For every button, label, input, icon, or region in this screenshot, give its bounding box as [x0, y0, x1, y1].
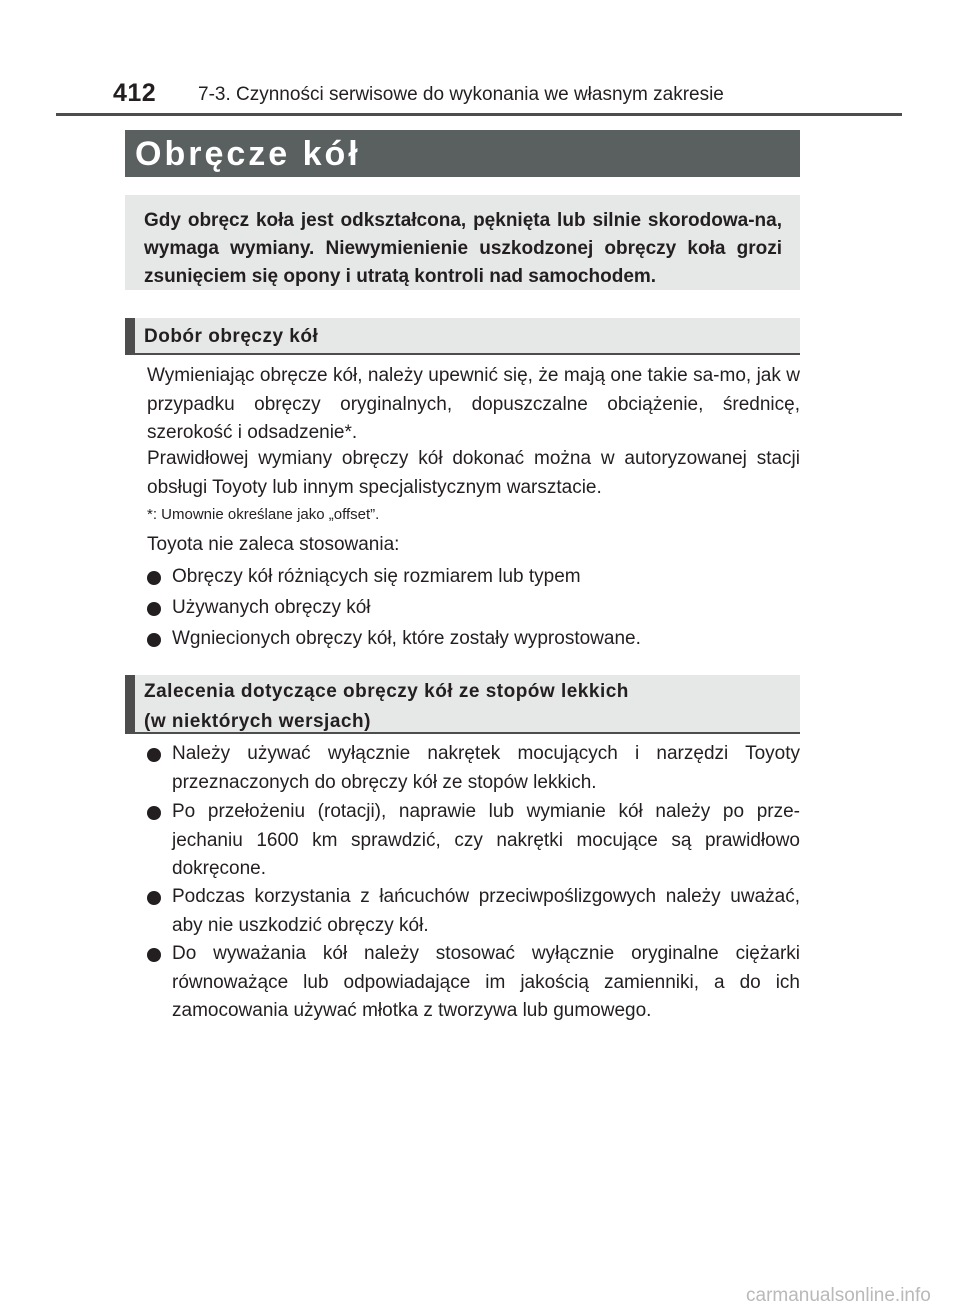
- bullet-icon: [147, 748, 161, 762]
- section-heading-text: Zalecenia dotyczące obręczy kół ze stopów lekkich: [144, 681, 629, 702]
- page-number: 412: [113, 79, 157, 107]
- bullet-icon: [147, 891, 161, 905]
- bullet-icon: [147, 633, 161, 647]
- list-item: [147, 798, 800, 884]
- list-item-text: Wgniecionych obręczy kół, które zostały wyprostowane.: [172, 628, 641, 649]
- paragraph-service-station: Prawidłowej wymiany obręczy kół dokonać można w autoryzowanej stacji obsługi Toyoty lub innym specjalistycznym warsztacie.: [147, 448, 800, 498]
- section-heading-subtext: (w niektórych wersjach): [144, 711, 371, 732]
- list-item-text: Należy używać wyłącznie nakrętek mocujących i narzędzi Toyoty przeznaczonych do obręczy kół ze stopów lekkich.: [172, 743, 800, 793]
- list-item-text: Po przełożeniu (rotacji), naprawie lub wymianie kół należy po prze-jechaniu 1600 km sprawdzić, czy nakrętki mocujące są prawidłowo dokręcone.: [172, 801, 800, 879]
- list-item: [147, 594, 800, 623]
- list-item: [147, 740, 800, 797]
- list-item: [147, 883, 800, 940]
- header-divider: [56, 113, 902, 116]
- section-heading-alloy-rims: [125, 675, 800, 734]
- list-item-text: Podczas korzystania z łańcuchów przeciwpoślizgowych należy uważać, aby nie uszkodzić obręczy kół.: [172, 886, 800, 936]
- page-title: Obręcze kół: [135, 134, 361, 173]
- watermark: carmanualsonline.info: [746, 1285, 931, 1306]
- bullet-icon: [147, 948, 161, 962]
- list-item-text: Obręczy kół różniących się rozmiarem lub typem: [172, 566, 581, 587]
- paragraph-not-recommended: Toyota nie zaleca stosowania:: [147, 534, 400, 555]
- bullet-icon: [147, 806, 161, 820]
- list-item-text: Do wyważania kół należy stosować wyłącznie oryginalne ciężarki równoważące lub odpowiadające im jakością zamienniki, a do ich zamocowania używać młotka z tworzywa lub gumowego.: [172, 943, 800, 1021]
- footnote-offset: *: Umownie określane jako „offset”.: [147, 506, 380, 523]
- section-heading-text: Dobór obręczy kół: [144, 326, 319, 347]
- page-header: [0, 0, 960, 116]
- list-item-text: Używanych obręczy kół: [172, 597, 371, 618]
- list-item: [147, 625, 800, 654]
- list-item: [147, 563, 800, 592]
- intro-text: Gdy obręcz koła jest odkształcona, pęknięta lub silnie skorodowa-na, wymaga wymiany. Niewymienienie uszkodzonej obręczy koła grozi zsunięciem się opony i utratą kontroli nad samochodem.: [144, 210, 782, 287]
- intro-box: [125, 195, 800, 290]
- chapter-title: 7-3. Czynności serwisowe do wykonania we własnym zakresie: [198, 84, 724, 105]
- section-heading-rim-selection: [125, 318, 800, 355]
- paragraph-rim-replacement: Wymieniając obręcze kół, należy upewnić się, że mają one takie sa-mo, jak w przypadku obręczy oryginalnych, dopuszczalne obciążenie, średnicę, szerokość i odsadzenie*.: [147, 365, 800, 443]
- bullet-icon: [147, 571, 161, 585]
- bullet-icon: [147, 602, 161, 616]
- list-item: [147, 940, 800, 1026]
- section-title-bar: [125, 130, 800, 177]
